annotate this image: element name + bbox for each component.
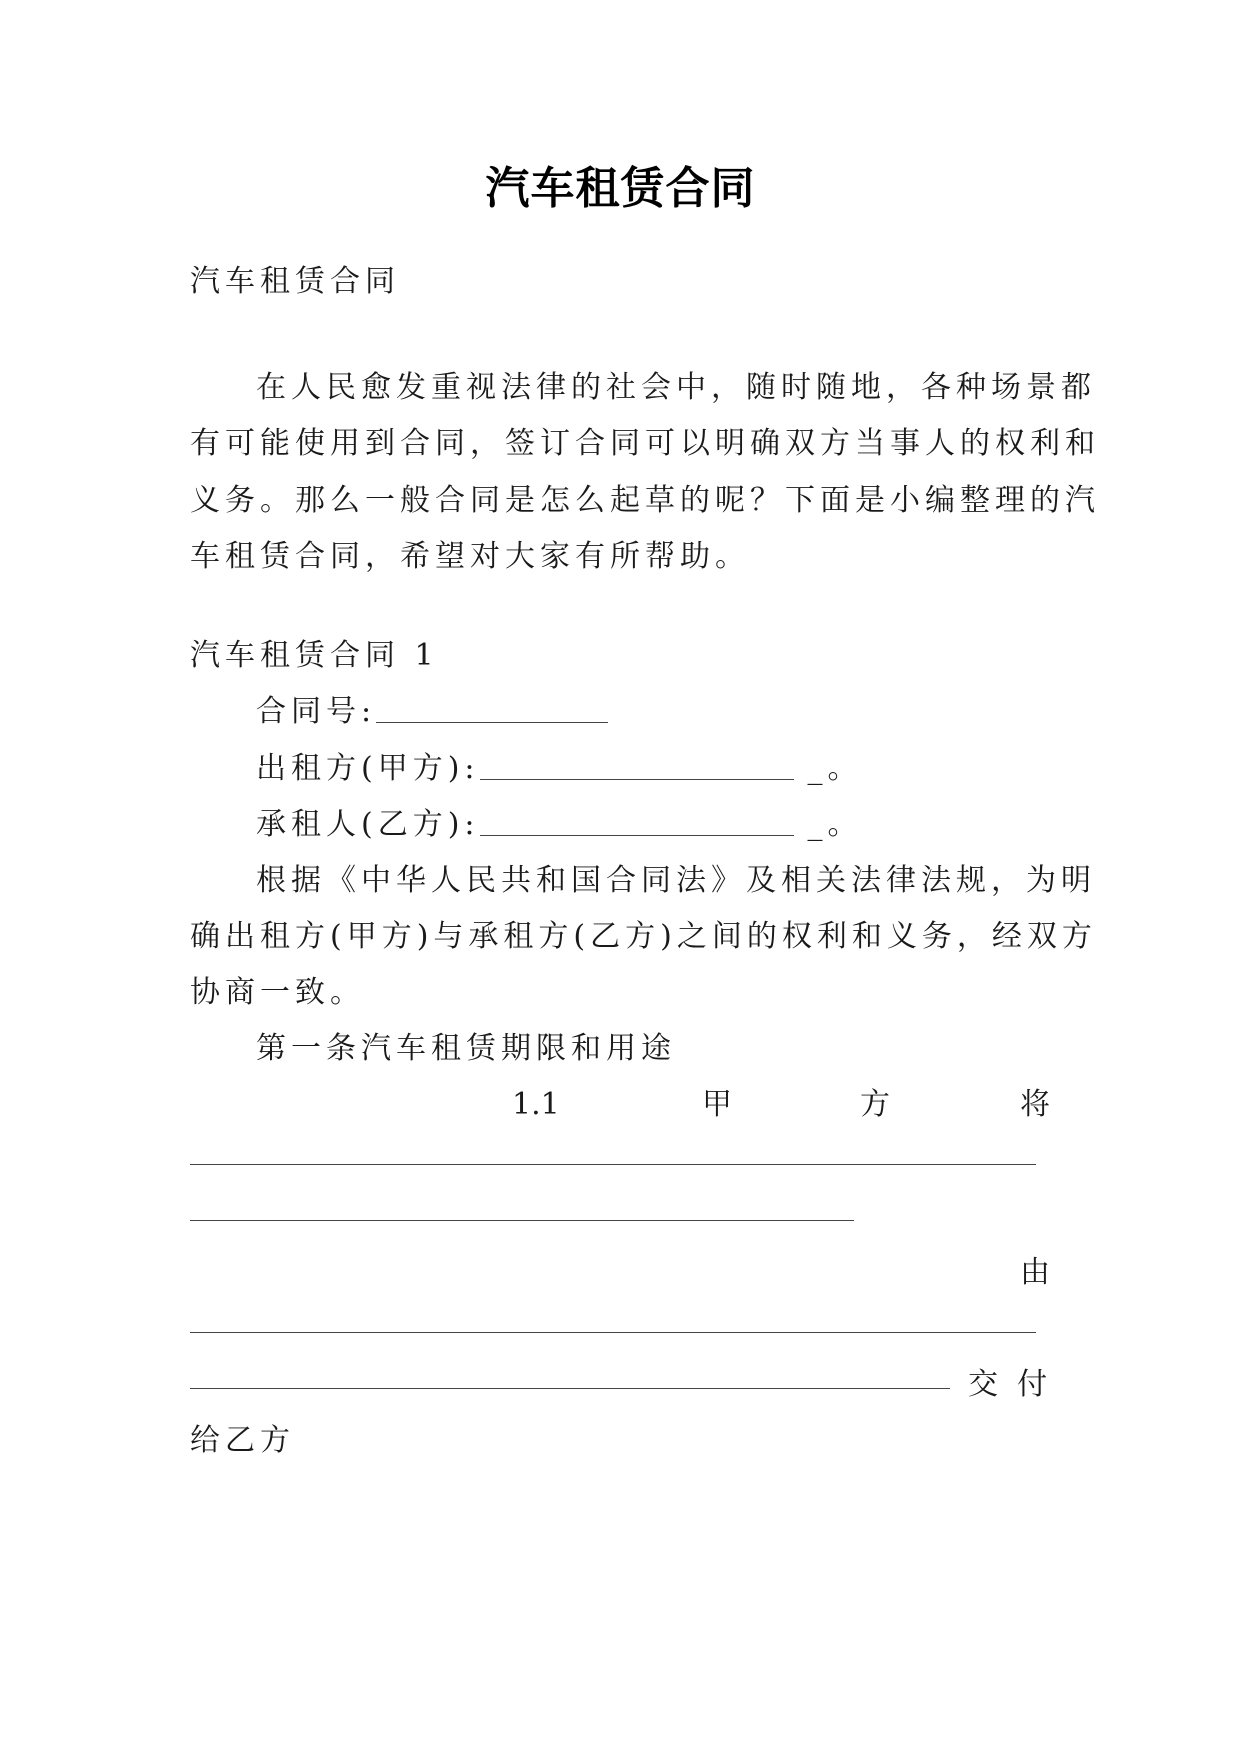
contract-number-label: 合同号: [256, 694, 377, 729]
contract-heading: 汽车租赁合同 1 [190, 638, 439, 673]
intro-line-3: 义务。那么一般合同是怎么起草的呢？下面是小编整理的汽 [190, 483, 1100, 518]
basis-line-1: 根据《中华人民共和国合同法》及相关法律法规，为明 [256, 863, 1096, 898]
intro-line-2: 有可能使用到合同，签订合同可以明确双方当事人的权利和 [190, 426, 1100, 461]
deliver-word: 交 付 [968, 1367, 1048, 1402]
by-word: 由 [1020, 1255, 1050, 1290]
intro-line-4: 车租赁合同，希望对大家有所帮助。 [190, 539, 750, 574]
to-party-b: 给乙方 [190, 1423, 295, 1458]
basis-line-3: 协商一致。 [190, 975, 365, 1010]
lessee-suffix: _。 [807, 807, 863, 842]
intro-line-1: 在人民愈发重视法律的社会中，随时随地，各种场景都 [256, 370, 1096, 405]
fill-rule-2 [190, 1220, 854, 1221]
lessor-label: 出租方(甲方): [256, 751, 480, 786]
clause-1-1-word-1: 甲 [702, 1087, 732, 1122]
basis-line-2: 确出租方(甲方)与承租方(乙方)之间的权利和义务，经双方 [190, 919, 1097, 954]
clause-1-1-number: 1.1 [512, 1087, 560, 1122]
clause-1-1-word-2: 方 [860, 1087, 890, 1122]
contract-number-blank [376, 696, 608, 723]
fill-rule-1 [190, 1164, 1036, 1165]
lessor-row [256, 749, 1116, 789]
article-1-title: 第一条汽车租赁期限和用途 [256, 1031, 676, 1066]
document-subtitle: 汽车租赁合同 [190, 264, 400, 299]
fill-rule-3 [190, 1332, 1036, 1333]
document-title: 汽车租赁合同 [485, 163, 756, 214]
lessee-blank [480, 809, 794, 836]
contract-number-row [256, 692, 1116, 732]
lessee-row [256, 805, 1116, 845]
lessor-blank [480, 753, 794, 780]
lessor-suffix: _。 [807, 751, 863, 786]
fill-rule-4 [190, 1388, 950, 1389]
lessee-label: 承租人(乙方): [256, 807, 480, 842]
clause-1-1-word-3: 将 [1020, 1087, 1050, 1122]
